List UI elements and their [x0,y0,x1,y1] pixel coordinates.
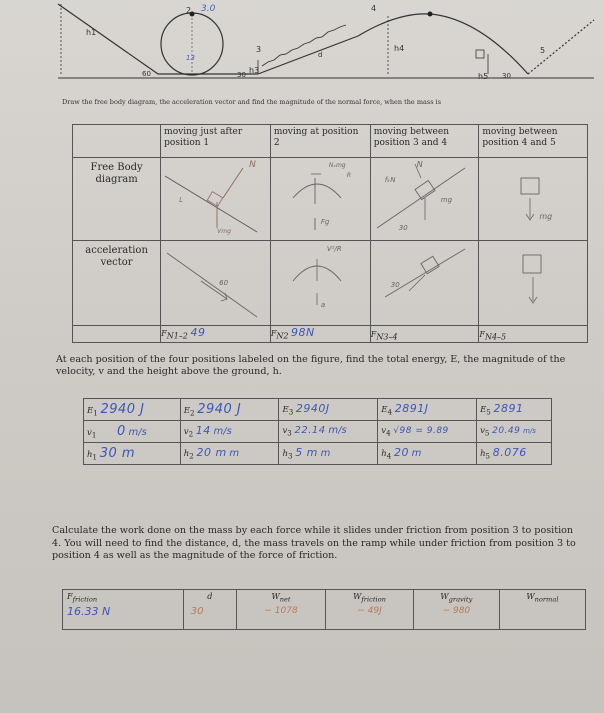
E-sub-2: 2 [189,408,195,418]
fbd1-n: N [249,160,256,170]
fn-label-2: F [270,329,277,338]
work-header-wfriction-sub: friction [361,595,386,604]
E-value-1: 2940 J [100,401,145,417]
acc2-a: a [320,301,326,309]
label-h1: h1 [86,28,97,37]
v-value-4: √98 = 9.89 [393,426,449,437]
work-header-friction: F [67,592,73,601]
E-value-2: 2940 J [197,401,242,417]
acc-sketch-1 [161,241,261,321]
label-position-2: 2 [186,6,192,15]
label-position-3: 3 [256,45,262,54]
fbd4-mg: mg [539,212,553,221]
fbd-header-2: moving at position 2 [270,125,370,158]
E-value-3: 2940J [295,402,330,416]
work-answer-friction: 16.33 N [67,604,111,618]
work-header-net: W [271,592,280,601]
ramp-up [258,36,358,74]
h-sub-1: 1 [92,452,97,462]
work-header-friction-sub: friction [72,595,98,604]
h-cell-5 [477,443,552,465]
h-label-5: h [480,449,486,460]
E-label-5: E [480,405,487,416]
work-header-normal-sub: normal [534,595,559,604]
acc-cell-2 [270,241,370,326]
h-value-5: 8.076 [492,446,527,460]
energy-row-v [84,421,552,443]
fbd3-angle: 30 [398,224,408,232]
fn-sub-2: N2 [276,331,289,341]
E-cell-5 [477,399,552,421]
fbd2-n: Nₓmg [328,162,346,169]
energy-row-E [84,399,552,421]
hill-curve [358,14,528,74]
fbd-corner [73,125,161,158]
h-label-4: h [381,449,387,460]
fn-label-3: F [370,330,377,339]
work-cell-net [237,590,326,630]
E-cell-2 [180,399,279,421]
h-cell-2 [180,443,279,465]
ramp-5 [528,20,594,74]
work-header-gravity: W [440,592,449,601]
work-cell-normal [499,590,585,630]
energy-question: At each position of the four positions labeled on the figure, find the total energy, E, the magnitude of the velocity, v and the height above the ground, h. [56,354,566,377]
v-value-3: 22.14 [294,425,326,437]
label-angle-30a: 30 [237,71,246,79]
E-value-4: 2891J [394,402,429,416]
E-value-5: 2891 [493,402,524,416]
E-label-4: E [381,405,388,416]
work-cell-friction-work [326,590,414,630]
work-cell-d [183,590,236,630]
v-label-5: v [480,425,485,436]
v-cell-2 [180,421,279,443]
h-value-4: 20 [393,446,409,460]
fbd-header-1: moving just after position 1 [161,125,271,158]
label-position-5: 5 [540,46,546,55]
v-sub-2: 2 [188,429,194,439]
position-4-dot [428,12,433,17]
fbd-cell-1 [161,158,271,241]
work-header-wfriction: W [353,592,362,601]
fn-value-2: 98N [291,326,315,339]
fn-sub-4: N4–5 [484,332,507,342]
work-answer-net: − 1078 [264,605,298,616]
acc2-v: V²/R [326,245,342,253]
label-h4: h4 [394,44,405,53]
row-label-free-body: Free Body diagram [73,158,161,241]
E-sub-4: 4 [387,407,392,417]
ramp-1 [58,4,158,74]
label-angle-60: 60 [142,70,151,78]
fn-cell-3 [370,326,479,343]
label-angle-30b: 30 [502,72,511,80]
work-table [62,589,586,630]
acc3-angle: 30 [390,281,400,289]
work-question: Calculate the work done on the mass by each force while it slides under friction from position 3 to position 4. You will need to find the distance, d, the mass travels on the ramp while under friction from position 3 to position 4 as well as the magnitude of the force of friction. [52,525,576,561]
fbd-sketch-4 [479,158,579,236]
h-sub-3: 3 [287,451,293,461]
energy-row-h [84,443,552,465]
fbd1-angle: L [179,196,184,204]
E-sub-3: 3 [288,407,294,417]
v-label-2: v [183,427,189,438]
row-label-acceleration: acceleration vector [73,241,161,326]
h-label-1: h [87,449,93,460]
fn-label-1: F [161,329,167,338]
acc-sketch-3 [371,241,471,321]
fbd-instruction: Draw the free body diagram, the acceleration vector and find the magnitude of the normal force, when the mass is [62,98,442,106]
fbd-cell-2 [270,158,370,241]
acc-cell-4 [479,241,588,326]
v-value-2: 14 [195,424,211,438]
fn-cell-2 [270,326,370,343]
label-h3: h3 [249,66,260,75]
label-position-4: 4 [371,4,377,13]
work-cell-friction [63,590,184,630]
fn-cell-1 [161,326,271,343]
label-d: d [318,51,323,59]
hand-loop-angle: 3.0 [201,4,216,14]
fbd-sketch-3 [371,158,471,236]
v-label-3: v [282,426,288,437]
v-unit-3: m/s [328,425,347,437]
track-figure [58,0,594,90]
acc-cell-1 [161,241,271,326]
E-sub-1: 1 [93,408,98,418]
fbd-header-4: moving between position 4 and 5 [479,125,588,158]
h-value-1: 30 m [99,445,136,461]
fbd-sketch-2 [271,158,363,236]
fbd2-fg: Fg [320,218,330,226]
fn-label-4: F [479,330,485,339]
v-value-5: 20.49 [492,425,521,436]
track-drawing [58,0,594,90]
acc-cell-3 [370,241,479,326]
v-label-1: v [87,427,92,438]
energy-table [83,398,552,465]
fn-sub-1: N1–2 [166,331,188,341]
v-sub-3: 3 [287,428,292,438]
E-label-3: E [282,405,289,416]
work-answer-gravity: − 980 [442,605,471,616]
h-value-2: 20 m [196,446,227,460]
v-cell-1 [84,421,181,443]
h-cell-1 [84,443,181,465]
work-header-normal: W [526,592,535,601]
work-header-net-sub: net [279,595,291,604]
v-cell-3 [279,421,378,443]
h-sub-5: 5 [485,451,491,461]
v-cell-4 [378,421,477,443]
acc-sketch-4 [479,241,579,321]
v-value-1: 0 [117,423,126,439]
h-value-3: 5 m [295,446,318,460]
v-cell-5 [477,421,552,443]
E-cell-1 [84,399,181,421]
fbd3-n: N [416,160,423,169]
fn-corner [73,326,161,343]
fn-value-1: 49 [190,326,206,339]
v-label-4: v [381,426,387,437]
h-unit-3: m [320,448,331,460]
label-h5: h5 [478,72,489,81]
work-answer-wfriction: − 49J [357,605,382,616]
fn-cell-4 [479,326,588,343]
fbd-cell-4 [479,158,588,241]
fn-sub-3: N3–4 [376,332,398,342]
acc1-angle: 60 [219,279,229,287]
h-unit-2: m [229,448,240,460]
fbd-cell-3 [370,158,479,241]
work-answer-d: 30 [190,605,204,617]
h-cell-4 [378,443,477,465]
fbd2-r: R [346,172,351,179]
acc-sketch-2 [271,241,363,321]
E-cell-3 [279,399,378,421]
work-cell-gravity [413,590,499,630]
work-header-d: d [207,592,213,601]
h-sub-2: 2 [189,451,194,461]
fbd3-f: fₖN [384,176,396,184]
fbd3-mg: mg [440,196,453,204]
v-sub-4: 4 [386,428,391,438]
E-label-2: E [183,405,190,416]
fbd-table [72,124,588,343]
fbd1-mg: Vmg [217,228,231,235]
h-cell-3 [279,443,378,465]
v-sub-5: 5 [484,428,490,438]
hand-radius: 13 [186,54,195,62]
v-unit-2: m/s [213,426,232,438]
h-sub-4: 4 [386,451,392,461]
fbd-header-3: moving between position 3 and 4 [370,125,479,158]
v-unit-1: m/s [128,426,147,438]
E-label-1: E [87,405,94,416]
h-unit-4: m [411,448,422,460]
v-sub-1: 1 [91,430,97,440]
h-label-3: h [282,449,288,460]
h-label-2: h [183,449,190,460]
E-sub-5: 5 [486,407,491,417]
E-cell-4 [378,399,477,421]
position-5-block [476,50,484,58]
work-header-gravity-sub: gravity [448,595,473,604]
fbd-sketch-1 [161,158,261,236]
v-unit-5: m/s [523,426,536,435]
